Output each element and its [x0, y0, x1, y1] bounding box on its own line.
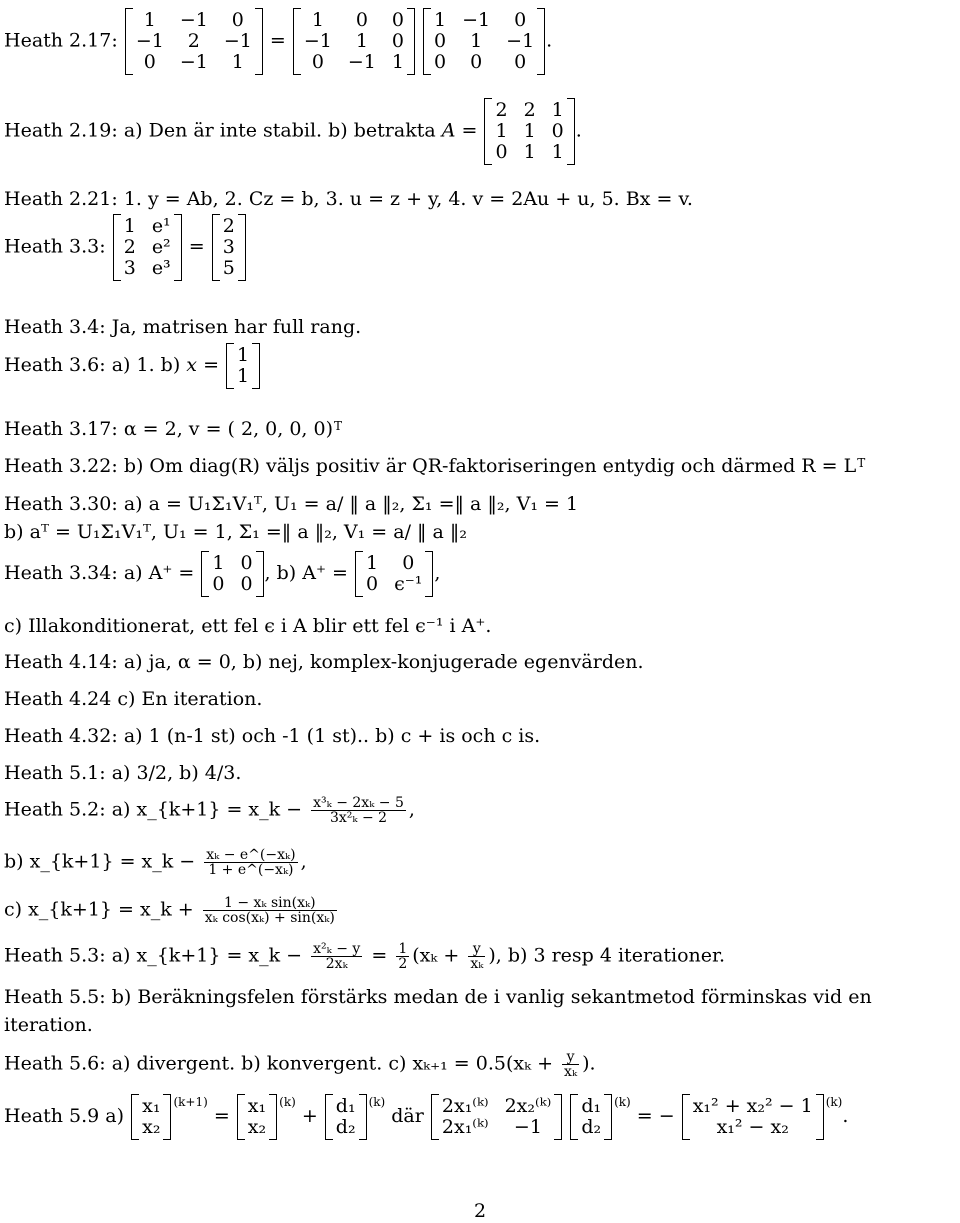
matrix-cell: 1	[237, 365, 250, 387]
matrix-cell: 0	[355, 9, 368, 31]
matrix-cell: 1	[434, 9, 447, 31]
row-heath-3-17	[4, 420, 342, 439]
matrix-cell: 0	[240, 573, 253, 595]
page-number: 2	[473, 1200, 487, 1222]
denominator: 2	[398, 956, 408, 972]
matrix-table	[487, 100, 571, 163]
matrix-row	[426, 10, 542, 31]
matrix	[116, 216, 179, 279]
matrix-cell: ϵ⁻¹	[394, 573, 423, 595]
matrix-cell: 0	[514, 51, 527, 73]
label: Heath 5.1:	[4, 762, 106, 784]
lhs: a) x_{k+1} = x_k −	[111, 798, 303, 821]
matrix	[328, 1096, 364, 1138]
label: Heath 5.2:	[4, 798, 106, 821]
matrix-cell: 0	[231, 9, 244, 31]
superscript: T	[857, 456, 866, 470]
lhs: c) x_{k+1} = x_k +	[4, 898, 194, 921]
matrix-cell: 0	[514, 9, 527, 31]
row-heath-5-2-c	[4, 896, 340, 925]
matrix-row	[685, 1117, 821, 1138]
matrix-row	[685, 1096, 821, 1117]
matrix-cell: 1	[366, 552, 379, 574]
row-heath-5-1	[4, 764, 241, 783]
equals: =	[371, 944, 388, 967]
matrix	[134, 1096, 168, 1138]
matrix-row	[358, 574, 430, 595]
matrix-row	[134, 1117, 168, 1138]
matrix-table	[685, 1096, 821, 1138]
matrix-cell: 1	[523, 120, 536, 142]
fraction	[204, 848, 297, 877]
answer-text: a) ja, α = 0, b) nej, komplex-konjugerade egenvärden.	[123, 651, 644, 673]
matrix-cell: 1	[391, 51, 404, 73]
matrix	[204, 553, 260, 595]
matrix	[358, 553, 430, 595]
answer-text: Ja, matrisen har full rang.	[111, 316, 362, 338]
matrix-cell: 1	[212, 552, 225, 574]
matrix-cell: 3	[123, 257, 136, 279]
matrix-row	[434, 1117, 559, 1138]
matrix-cell: 0	[366, 573, 379, 595]
numerator: 1 − xₖ sin(xₖ)	[203, 896, 337, 911]
row-heath-4-24	[4, 690, 262, 709]
matrix-cell: 0	[402, 552, 415, 574]
punct: ,	[408, 798, 415, 821]
fraction-y	[468, 942, 485, 971]
matrix-cell: e³	[151, 257, 171, 279]
matrix-cell: x₁	[142, 1095, 161, 1117]
matrix-cell: 0	[311, 51, 324, 73]
matrix-table	[573, 1096, 609, 1138]
matrix-cell: 2	[222, 215, 235, 237]
answer-text: a) 1. b)	[111, 354, 181, 376]
answer-text: b) Om diag(R) väljs positiv är QR-faktoriseringen entydig och därmed R = L	[123, 455, 857, 477]
label: Heath 3.6:	[4, 354, 106, 376]
matrix-row	[240, 1117, 274, 1138]
matrix-cell: d₂	[335, 1116, 356, 1138]
matrix	[240, 1096, 274, 1138]
fraction	[311, 796, 406, 825]
matrix-row	[204, 574, 260, 595]
matrix-row	[215, 258, 243, 279]
answer-text: iteration.	[4, 1014, 93, 1036]
matrix-cell: 0	[391, 30, 404, 52]
matrix-row	[240, 1096, 274, 1117]
superscript: (k)	[825, 1095, 843, 1109]
matrix-cell: 1	[495, 120, 508, 142]
text: ), b) 3 resp 4 iterationer.	[488, 944, 726, 967]
row-heath-5-9	[4, 1096, 848, 1138]
matrix-row	[426, 52, 542, 73]
answer-text: b) aᵀ = U₁Σ₁V₁ᵀ, U₁ = 1, Σ₁ =‖ a ‖₂, V₁ = a/ ‖ a ‖₂	[4, 521, 468, 543]
equals: =	[461, 119, 478, 142]
matrix-table	[128, 10, 260, 73]
punct: .	[575, 119, 582, 142]
numerator: y	[468, 942, 485, 957]
matrix-row	[229, 345, 257, 366]
matrix-cell: d₁	[335, 1095, 356, 1117]
matrix-cell: 2	[123, 236, 136, 258]
row-heath-3-6	[4, 345, 261, 387]
matrix-row	[487, 100, 571, 121]
label: Heath 3.17:	[4, 418, 118, 440]
punct: ,	[300, 850, 307, 873]
numerator: x³ₖ − 2xₖ − 5	[313, 795, 404, 811]
denominator: xₖ	[564, 1064, 578, 1080]
answer-text: a) 3/2, b) 4/3.	[111, 762, 242, 784]
matrix-cell: 0	[391, 9, 404, 31]
label: Heath 3.4:	[4, 316, 106, 338]
answer-text: a) 1 (n-1 st) och -1 (1 st).. b) c + is och c is.	[123, 725, 541, 747]
matrix-cell: 0	[212, 573, 225, 595]
answer-text: 1. y = Ab, 2. Cz = b, 3. u = z + y, 4. v = 2Au + u, 5. Bx = v.	[123, 188, 693, 210]
matrix-table	[434, 1096, 559, 1138]
matrix-row	[204, 553, 260, 574]
matrix-row	[426, 31, 542, 52]
matrix-row	[116, 258, 179, 279]
matrix-cell: 0	[434, 30, 447, 52]
matrix-cell: d₁	[581, 1095, 602, 1117]
matrix-table	[116, 216, 179, 279]
answer-text: a) a = U₁Σ₁V₁ᵀ, U₁ = a/ ‖ a ‖₂, Σ₁ =‖ a ‖₂, V₁ = 1	[123, 493, 579, 515]
numerator: xₖ − e^(−xₖ)	[206, 847, 296, 863]
label: Heath 5.5:	[4, 986, 106, 1008]
matrix-cell: x₂	[142, 1116, 161, 1138]
matrix-cell: 0	[551, 120, 564, 142]
label: Heath 4.32:	[4, 725, 118, 747]
row-heath-3-30-b	[4, 523, 467, 542]
denominator: 1 + e^(−xₖ)	[208, 862, 294, 878]
matrix	[296, 10, 412, 73]
matrix	[685, 1096, 821, 1138]
punct: ,	[434, 562, 441, 584]
matrix-table	[426, 10, 542, 73]
matrix-row	[128, 31, 260, 52]
label: Heath 2.21:	[4, 188, 118, 210]
numerator: x²ₖ − y	[313, 941, 361, 957]
matrix-row	[296, 52, 412, 73]
matrix-row	[229, 366, 257, 387]
matrix-table	[229, 345, 257, 387]
row-heath-5-6	[4, 1050, 596, 1079]
label: Heath 3.30:	[4, 493, 118, 515]
answer-text: c) En iteration.	[117, 688, 263, 710]
answer-text: a) Den är inte stabil. b) betrakta	[123, 119, 436, 142]
fraction-y	[562, 1050, 579, 1079]
denominator: 3x²ₖ − 2	[329, 810, 388, 826]
answer-text: α = 2, v = ( 2, 0, 0, 0)	[123, 418, 333, 440]
row-heath-5-5-b	[4, 1016, 93, 1035]
matrix-cell: 2	[495, 99, 508, 121]
fraction	[203, 896, 337, 925]
matrix-cell: 1	[523, 141, 536, 163]
denominator: xₖ cos(xₖ) + sin(xₖ)	[204, 910, 335, 926]
matrix	[487, 100, 571, 163]
matrix-row	[296, 10, 412, 31]
text: (xₖ +	[412, 944, 460, 967]
matrix-cell: 1	[470, 30, 483, 52]
denominator: xₖ	[470, 956, 484, 972]
var: A	[441, 119, 456, 142]
row-heath-3-34	[4, 553, 440, 595]
matrix-cell: e²	[151, 236, 171, 258]
row-heath-2-19	[4, 100, 582, 163]
matrix-cell: 0	[143, 51, 156, 73]
matrix-cell: 2	[187, 30, 200, 52]
row-heath-2-21	[4, 190, 693, 209]
answer-text: c) Illakonditionerat, ett fel ϵ i A blir ett fel ϵ⁻¹ i A⁺.	[4, 615, 492, 637]
matrix-table	[240, 1096, 274, 1138]
matrix-cell: −1	[462, 9, 491, 31]
matrix-row	[434, 1096, 559, 1117]
label: Heath 3.22:	[4, 455, 118, 477]
matrix-cell: 2x₂⁽ᵏ⁾	[504, 1095, 552, 1117]
numerator: y	[562, 1050, 579, 1065]
superscript: (k+1)	[173, 1095, 208, 1109]
matrix-cell: 2x₁⁽ᵏ⁾	[441, 1095, 489, 1117]
punct: .	[842, 1105, 849, 1127]
matrix-cell: −1	[513, 1116, 542, 1138]
matrix-cell: −1	[506, 30, 535, 52]
row-heath-5-3	[4, 942, 725, 971]
superscript: (k)	[279, 1095, 296, 1109]
label: Heath 2.17:	[4, 29, 118, 52]
fraction	[311, 942, 362, 971]
lhs: b) x_{k+1} = x_k −	[4, 850, 196, 873]
var: x	[186, 354, 198, 376]
label: Heath 5.9 a)	[4, 1105, 125, 1127]
matrix	[426, 10, 542, 73]
matrix-row	[358, 553, 430, 574]
label: Heath 3.34:	[4, 562, 118, 584]
matrix-cell: −1	[179, 9, 208, 31]
matrix-cell: 1	[237, 344, 250, 366]
matrix-cell: 5	[222, 257, 235, 279]
matrix-cell: x₁² + x₂² − 1	[692, 1095, 813, 1117]
row-heath-4-32	[4, 727, 540, 746]
row-heath-3-3	[4, 216, 247, 279]
matrix-row	[134, 1096, 168, 1117]
matrix-cell: 1	[355, 30, 368, 52]
matrix-cell: 1	[311, 9, 324, 31]
fraction-half	[396, 942, 409, 971]
matrix-cell: d₂	[581, 1116, 602, 1138]
matrix-row	[573, 1096, 609, 1117]
superscript: (k)	[368, 1095, 386, 1109]
matrix-cell: −1	[179, 51, 208, 73]
matrix-row	[128, 52, 260, 73]
matrix-row	[487, 121, 571, 142]
plus: +	[301, 1105, 318, 1127]
matrix-cell: −1	[135, 30, 164, 52]
matrix-table	[296, 10, 412, 73]
equals: =	[269, 29, 286, 52]
row-heath-4-14	[4, 653, 644, 672]
superscript: (k)	[614, 1095, 631, 1109]
matrix-row	[328, 1096, 364, 1117]
equals: =	[213, 1105, 230, 1127]
matrix-cell: 1	[143, 9, 156, 31]
matrix-cell: 0	[470, 51, 483, 73]
matrix-table	[215, 216, 243, 279]
matrix-cell: 0	[434, 51, 447, 73]
equals-minus: = −	[636, 1105, 675, 1127]
answer-text: a) divergent. b) konvergent. c) xₖ₊₁ = 0.5(xₖ +	[111, 1052, 553, 1075]
label: Heath 4.14:	[4, 651, 118, 673]
matrix-cell: −1	[303, 30, 332, 52]
matrix-row	[116, 237, 179, 258]
numerator: 1	[398, 941, 408, 957]
matrix	[229, 345, 257, 387]
matrix-cell: 1	[231, 51, 244, 73]
matrix-cell: e¹	[151, 215, 171, 237]
matrix-cell: −1	[347, 51, 376, 73]
matrix-row	[128, 10, 260, 31]
matrix-cell: 2x₁⁽ᵏ⁾	[441, 1116, 489, 1138]
matrix	[434, 1096, 559, 1138]
matrix-table	[204, 553, 260, 595]
matrix-cell: x₂	[247, 1116, 267, 1138]
matrix-cell: 3	[222, 236, 235, 258]
matrix-cell: x₁	[247, 1095, 267, 1117]
answer-text: b) Beräkningsfelen förstärks medan de i vanlig sekantmetod förminskas vid en	[111, 986, 872, 1008]
matrix-row	[215, 216, 243, 237]
equals: =	[203, 354, 219, 376]
row-heath-2-17	[4, 10, 552, 73]
matrix	[215, 216, 243, 279]
equals: =	[188, 235, 205, 258]
matrix-row	[573, 1117, 609, 1138]
matrix-table	[134, 1096, 168, 1138]
row-heath-5-2-a	[4, 796, 415, 825]
label: Heath 2.19:	[4, 119, 118, 142]
row-heath-3-4	[4, 318, 361, 337]
matrix-table	[328, 1096, 364, 1138]
label: Heath 5.3:	[4, 944, 106, 967]
row-heath-5-5-a	[4, 988, 872, 1007]
matrix-cell: 1	[123, 215, 136, 237]
matrix-row	[487, 142, 571, 163]
row-heath-3-30-a	[4, 495, 578, 514]
superscript: T	[334, 419, 343, 433]
matrix-table	[358, 553, 430, 595]
word-dar: där	[391, 1105, 424, 1127]
row-heath-5-2-b	[4, 848, 307, 877]
matrix-cell: 1	[551, 99, 564, 121]
label: Heath 4.24	[4, 688, 112, 710]
matrix	[128, 10, 260, 73]
matrix-cell: 0	[495, 141, 508, 163]
matrix-cell: −1	[223, 30, 252, 52]
denominator: 2xₖ	[325, 956, 348, 972]
part-b: , b) A⁺ =	[264, 562, 348, 584]
punct: ).	[582, 1052, 596, 1075]
label: Heath 5.6:	[4, 1052, 106, 1075]
row-heath-3-34-c	[4, 617, 491, 636]
matrix-row	[328, 1117, 364, 1138]
punct: .	[546, 29, 553, 52]
lhs: a) x_{k+1} = x_k −	[111, 944, 303, 967]
matrix	[573, 1096, 609, 1138]
matrix-row	[116, 216, 179, 237]
matrix-row	[296, 31, 412, 52]
label: Heath 3.3:	[4, 235, 106, 258]
matrix-cell: 2	[523, 99, 536, 121]
matrix-cell: 1	[551, 141, 564, 163]
matrix-row	[215, 237, 243, 258]
row-heath-3-22	[4, 457, 865, 476]
matrix-cell: x₁² − x₂	[716, 1116, 789, 1138]
matrix-cell: 0	[240, 552, 253, 574]
part-a: a) A⁺ =	[123, 562, 195, 584]
